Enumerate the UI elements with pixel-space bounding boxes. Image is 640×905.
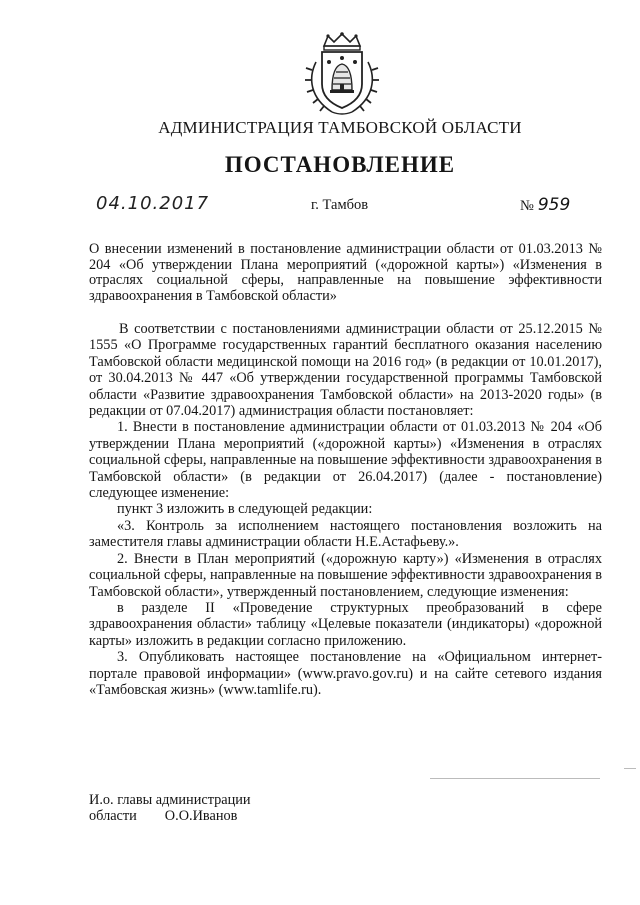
item-2-sub-paragraph: в разделе II «Проведение структурных преобразований в сфере здравоохранения области» таблицу «Целевые показатели (индикаторы) «дорожной карты» изложить в редакции согласно приложению. <box>89 599 602 649</box>
document-body <box>89 321 602 698</box>
number-prefix: № <box>520 198 534 214</box>
item-3-paragraph: 3. Опубликовать настоящее постановление на «Официальном интернет-портале правовой информации» (www.pravo.gov.ru) и на сайте сетевого издания «Тамбовская жизнь» (www.tamlife.ru). <box>89 649 602 698</box>
signer-name: О.О.Иванов <box>164 808 238 824</box>
document-city: г. Тамбов <box>311 197 369 213</box>
item-2-paragraph: 2. Внести в План мероприятий («дорожную карту») «Изменения в отраслях социальной сферы, направленные на повышение эффективности здравоохранения в Тамбовской области», утвержденный постановлением, следующие изменения: <box>89 550 602 600</box>
coat-of-arms-icon <box>302 32 382 116</box>
item-1-sub-paragraph: пункт 3 изложить в следующей редакции: <box>117 501 373 518</box>
scan-artifact-line <box>624 768 636 769</box>
document-date: 04.10.2017 <box>96 193 210 214</box>
document-title: О внесении изменений в постановление администрации области от 01.03.2013 № 204 «Об утверждении Плана мероприятий («дорожной карты») «Изменения в отраслях социальной сферы, направленные на повышение эффективности здравоохранения в Тамбовской области» <box>89 241 602 304</box>
item-1-quote-paragraph: «3. Контроль за исполнением настоящего постановления возложить на заместителя главы администрации области Н.Е.Астафьеву.». <box>89 517 602 551</box>
document-type: ПОСТАНОВЛЕНИЕ <box>224 152 456 177</box>
signer-position-line2 <box>89 808 251 824</box>
number-value: 959 <box>537 195 571 215</box>
signer-position-area: области <box>89 808 137 824</box>
document-number <box>520 195 570 215</box>
signer-position-line1: И.о. главы администрации <box>89 792 251 808</box>
signature-block <box>89 792 251 824</box>
agency-name: АДМИНИСТРАЦИЯ ТАМБОВСКОЙ ОБЛАСТИ <box>158 118 522 137</box>
preamble-paragraph: В соответствии с постановлениями администрации области от 25.12.2015 № 1555 «О Программе государственных гарантий бесплатного оказания населению Тамбовской области медицинской помощи на 2016 год» (в редакции от 10.01.2017), от 30.04.2013 № 447 «Об утверждении государственной программы Тамбовской области «Развитие здравоохранения Тамбовской области» на 2013-2020 годы» (в редакции от 07.04.2017) администрация области постановляет: <box>89 321 602 420</box>
scan-artifact-line <box>430 778 600 779</box>
item-1-paragraph: 1. Внести в постановление администрации области от 01.03.2013 № 204 «Об утверждении Плана мероприятий («дорожной карты») «Изменения в отраслях социальной сферы, направленные на повышение эффективности здравоохранения в Тамбовской области» (в редакции от 26.04.2017) (далее - постановление) следующее изменение: <box>89 419 602 502</box>
